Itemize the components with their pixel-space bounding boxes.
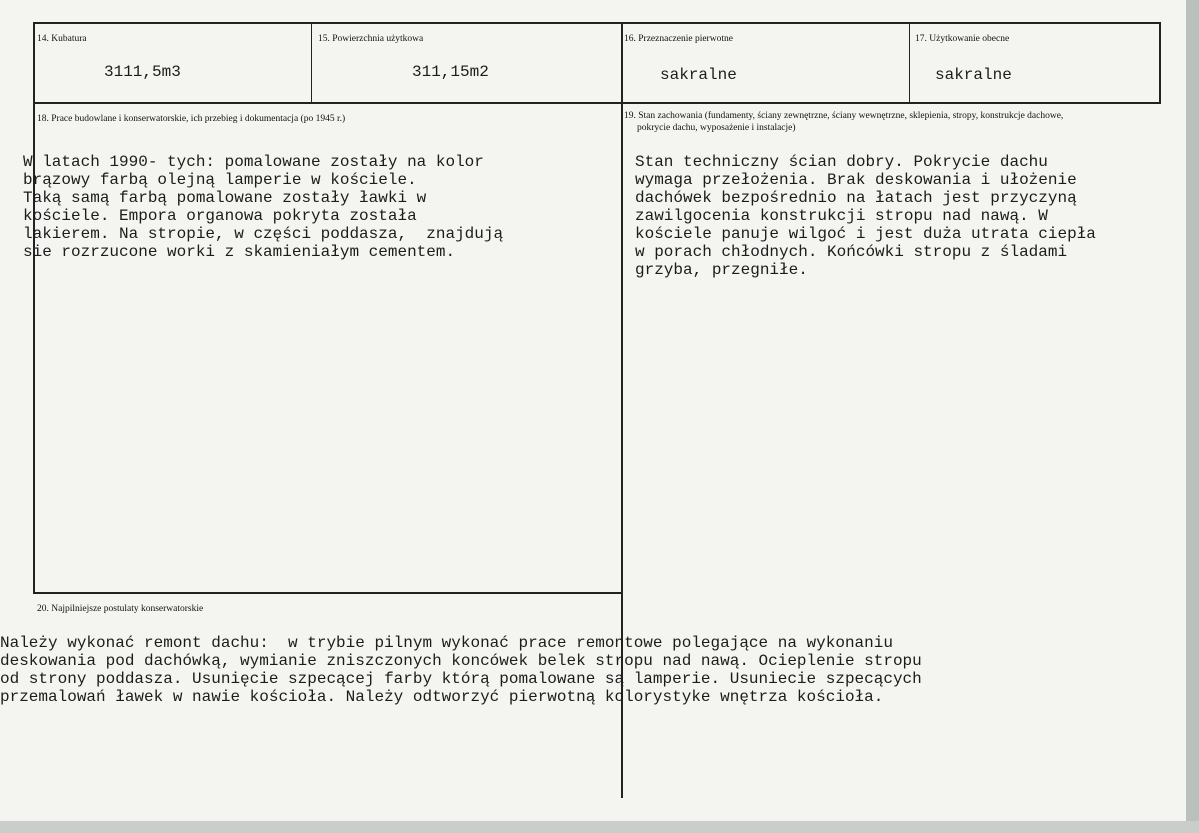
stan-line: w porach chłodnych. Końcówki stropu z śladami: [635, 243, 1068, 261]
left-rule: [33, 22, 35, 594]
prace-line: brązowy farbą olejną lamperie w kościele.: [23, 171, 417, 189]
postulaty-line: przemalowań ławek w nawie kościoła. Należy odtworzyć pierwotną kolorystyke wnętrza kościoła.: [0, 688, 884, 706]
scan-edge-right: [1186, 0, 1199, 833]
postulaty-line: Należy wykonać remont dachu: w trybie pilnym wykonać prace remontowe polegające na wykonaniu: [0, 634, 893, 652]
right-rule: [1159, 22, 1161, 104]
uzytkowanie-value: sakralne: [935, 66, 1012, 84]
stan-line: wymaga przełożenia. Brak deskowania i ułożenie: [635, 171, 1077, 189]
stan-label-line1: 19. Stan zachowania (fundamenty, ściany zewnętrzne, ściany wewnętrzne, sklepienia, stropy, konstrukcje dachowe,: [624, 111, 1064, 121]
postulaty-label: 20. Najpilniejsze postulaty konserwatorskie: [37, 604, 204, 614]
stan-line: grzyba, przegniłe.: [635, 261, 808, 279]
stan-zachowania-label: [624, 110, 1063, 134]
stan-line: dachówek bezpośrednio na łatach jest przyczyną: [635, 189, 1077, 207]
prace-line: lakierem. Na stropie, w części poddasza, znajdują: [23, 225, 504, 243]
prace-budowlane-text: [23, 153, 503, 261]
uzytkowanie-label: 17. Użytkowanie obecne: [915, 34, 1010, 44]
row-divider: [33, 102, 1161, 104]
prace-line: kościele. Empora organowa pokryta została: [23, 207, 417, 225]
postulaty-line: od strony poddasza. Usunięcie szpecącej farby którą pomalowane są lamperie. Usuniecie szpecących: [0, 670, 922, 688]
col-divider-3: [909, 22, 910, 104]
przeznaczenie-value: sakralne: [660, 66, 737, 84]
powierzchnia-value: 311,15m2: [412, 63, 489, 81]
stan-line: zawilgocenia konstrukcji stropu nad nawą. W: [635, 207, 1048, 225]
scan-edge-bottom: [0, 821, 1199, 833]
przeznaczenie-label: 16. Przeznaczenie pierwotne: [624, 34, 733, 44]
top-rule: [33, 22, 1161, 24]
postulaty-text: [0, 634, 922, 706]
prace-line: W latach 1990- tych: pomalowane zostały na kolor: [23, 153, 484, 171]
col-divider-1: [311, 22, 312, 104]
stan-line: kościele panuje wilgoć i jest duża utrata ciepła: [635, 225, 1096, 243]
prace-budowlane-label: 18. Prace budowlane i konserwatorskie, ich przebieg i dokumentacja (po 1945 r.): [37, 114, 346, 124]
postulaty-line: deskowania pod dachówką, wymianie zniszczonych koncówek belek stropu nad nawą. Ocieplenie stropu: [0, 652, 922, 670]
stan-zachowania-text: [635, 153, 1159, 279]
section-20-divider: [33, 592, 622, 594]
kubatura-label: 14. Kubatura: [37, 34, 87, 44]
prace-line: sie rozrzucone worki z skamieniałym cementem.: [23, 243, 456, 261]
prace-line: Taką samą farbą pomalowane zostały ławki w: [23, 189, 427, 207]
stan-label-line2: pokrycie dachu, wyposażenie i instalacje): [637, 123, 796, 133]
powierzchnia-label: 15. Powierzchnia użytkowa: [318, 34, 424, 44]
kubatura-value: 3111,5m3: [104, 63, 181, 81]
stan-line: Stan techniczny ścian dobry. Pokrycie dachu: [635, 153, 1048, 171]
